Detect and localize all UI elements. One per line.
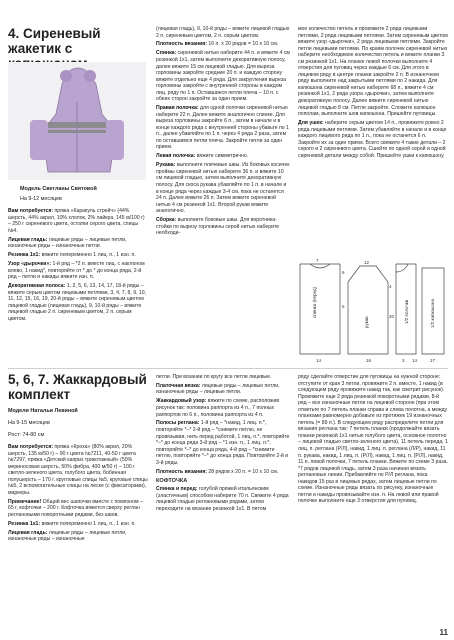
paragraph [8, 283, 148, 322]
para-heading: Резинка 1х1: [8, 252, 41, 259]
para-text: пряжа «Кроха» (80% акрил, 20% шерсть, 135 м/50 г) – 90 г цвета №7211, 40-50 г цвета №7297, пряжа «Детский каприз трикотажный» (50% мериносовая шерсть, 50% фибра, 400 м/50 г) – 100 г светло-зеленого цвета, голубого цвета, бобинная полушерсть – 170 г, кругловые спицы №5, круговые спицы №5, 2 вспомогательные спицы на леске (с фиксаторами), маркеры. [8, 444, 148, 496]
neckline-curve [310, 264, 330, 268]
section2-body [8, 444, 148, 634]
paragraph [156, 50, 290, 102]
age-range-1: На 9-12 месяцев [20, 196, 62, 202]
para-text: лицевые ряды – лицевые петли, изнаночные ряды – лицевые петли. [156, 382, 280, 396]
section-title-5-6-7: 5, 6, 7. Жаккардовый комплект [8, 372, 147, 402]
page-number: 11 [439, 628, 448, 637]
para-heading: Правая полочка: [156, 105, 199, 112]
model-author-2: Модели Натальи Левиной [8, 408, 78, 414]
paragraph [156, 217, 290, 237]
paragraph [8, 530, 148, 543]
dim-7: 7 [316, 258, 319, 263]
para-heading: Резинка 1х1: [8, 520, 41, 527]
para-heading: Узор «дырочки»: [8, 261, 52, 267]
age-range-2: На 9-15 месяцев [8, 420, 50, 426]
paragraph [8, 499, 148, 519]
paragraph [8, 261, 148, 281]
front-neck-curve [396, 264, 408, 272]
para-text: ряду сделайте отверстие для пуговицы на нужной стороне: отступите от края 3 петли, провяжите 2 п. вместе, 1 накид (в следующем ряду провяжите накид так, как смотрит рисунок). Провяжите еще 2 ряда резинкой поворотными рядами, 8-й ряд – все изнаночные петли на лицевой стороне (при этом отметьте по 7 петель планки справа и слева полотна, а между планками равномерно добавьте из протяжек 19 изнаночных петель (= 89 п.). В следующем ряду распределите петли для вязания реглана так: 7 петель планки (продолжайте вязать планки резинкой 1х1 нитью голубого цвета, основное полотно – лицевой гладью светло-зеленого цвета), 11 петель переда, 1 лиц. п. реглана (Р/Л), накид, 1 лиц. п. реглана (Л/Р), накид, 11 п. рукава, накид, 1 лиц. п. (Р/Л), накид, 1 лиц. п. (Р/Л), накид, 11 п. левой полочки, 7 петель планки. Вяжите по схеме 3 раза. *7 рядов лицевой гладь, затем 3 раза начиная вязать реглановые линии. Прибавляйте по Р/Л реглана, пока накидов 15 раз в лицевых рядах, затем лицевые петли по схеме. Изнаночные ряды вязать по рисунку, изнаночные петли и накиды провязывайте изн. п. На левой или правой полочке выполните еще 3 отверстия для пуговиц. [298, 374, 448, 505]
dim-14: 14 [316, 358, 322, 363]
dim-3: 3 [402, 358, 405, 363]
para-heading: Лицевая гладь: [8, 529, 48, 536]
para-heading: Для ушек: [298, 120, 324, 127]
para-text: мое количество петель и провяжите 2 ряда лицевыми петлями, 2 ряда лицевыми петлями. Затем сиреневым цветом вяжите узор «дырочки», 2 ряда лицевыми петлями. Закройте петли лицевыми петлями. По краям полочек сиреневой нитью наберите необходимое количество петель и вяжите планки 3 см резинкой 1х1. На планке левой полочки выполните 4 отверстия для пуговиц через каждые 6 см. Для этого в лицевом ряду в центре планки закройте 2 п. В изнаночном ряду выполните над закрытыми петлями по 2 накида. Для капюшона сиреневой нитью наберите 68 п., вяжите 4 см резинкой 1х1, 2 ряда узора «дырочки», затем выполните декоративную полосу. Далее вяжите сиреневой нитью лицевой гладью 8 см. Петли закройте. Сложите капюшон пополам, выполните шов капюшона. Пришейте пуговицы. [298, 26, 448, 118]
back-front-shape [300, 264, 340, 354]
dim-6: 6 [342, 270, 345, 275]
paragraph [298, 120, 448, 159]
dim-4: 4 [389, 284, 392, 289]
dim-5: 5 [342, 304, 345, 309]
paragraph [8, 444, 148, 496]
kofta-heading: КОФТОЧКА [156, 477, 188, 484]
section1-body [8, 208, 148, 360]
para-text: голубой пряжей итальянским (эластичным) способом наберите 70 п. Свяжите 4 ряда лицевой гладью реглановыми рядами, затем переходите на вязание резинкой 1х1. В пятом [156, 486, 289, 512]
para-heading: Сборка: [156, 217, 177, 224]
section1-col2 [156, 26, 290, 366]
para-text: выполните боковые швы. Для воротника-стойки по вырезу горловины серой нитью наберите необходи- [156, 217, 280, 237]
para-heading: Рукава: [156, 162, 176, 169]
para-text: вяжите симметрично. [195, 153, 249, 160]
para-text: вяжите попеременно 1 лиц. п., 1 изн. п. [40, 252, 136, 259]
para-text: пряжа «Каракуль стрейч» (44% шерсть, 44% акрил, 10% хлопок, 2% лайкра, 145 м/100 г) – 250 г сиреневого цвета, остатки серого цвета, спицы №4. [8, 208, 145, 234]
para-heading: Вам потребуется: [8, 208, 54, 214]
para-text: 1-й ряд – *накид, 1 лиц. п.*, повторяйте *–* 2-й ряд – *снимите петлю, не провязывая, нить перед работой, 1 лиц. п.*, повторяйте *–* до конца ряда 3-й ряд – *1 изн. п., 1 лиц. п.*, повторяйте *–* до конца ряда, 4-й ряд – *снимите петлю, повторяйте *–* до конца ряда. Повторяйте 2-й и 3-й ряды. [156, 420, 290, 466]
paragraph [156, 26, 290, 39]
para-heading: Примечание! [8, 498, 42, 505]
paragraph [298, 26, 448, 118]
pattern-schematic [296, 258, 448, 366]
label-polochka: 1/2 полочки [404, 299, 409, 324]
para-text: петли. При вязании по кругу все петли лицевые. [156, 374, 272, 380]
paragraph [156, 41, 290, 48]
para-text: (лицевая гладь), 9, 10-й ряды – вяжите лицевой гладью 2 п. сиреневым цветом, 2 п. серым цветом. [156, 26, 290, 39]
dim-12: 12 [364, 260, 370, 265]
para-text: 1-й ряд – *2 п. вместе лиц. с наклоном влево, 1 накид*, повторяйте от * до * до конца ряда, 2-й ряд – петли и накиды вяжите изн. п. [8, 261, 145, 281]
section-divider [8, 368, 448, 369]
para-text: лицевые ряды – лицевые петли, изнаночные ряды – изнаночные [8, 529, 127, 543]
para-heading: Полосы реглана: [156, 420, 200, 427]
para-text: Общий вес шапочки вместе с помпоном – 65 г, кофточки – 200 г. Кофточка вяжется сверху реглан реглановыми поворотными рядами, без швов. [8, 498, 143, 518]
paragraph [8, 237, 148, 250]
para-heading: Плотность вязания: [156, 41, 207, 48]
paragraph [156, 162, 290, 214]
section1-col3 [298, 26, 448, 258]
para-heading: Спинка и перед: [156, 486, 198, 493]
paragraph [156, 153, 290, 160]
dim-14b: 14 [412, 358, 418, 363]
para-text: для одной полочки сиреневой нитью наберите 22 п. Далее вяжите аналогично спинке. Для выреза горловины закройте 6 п., затем в начале и в конце каждого ряда с внутренней стороны убавьте по 1 п., далее убавляйте по 1 п. через 4 ряда 2 раза, затем по оставшимся петли плеча. Закройте петли за один прием. [156, 105, 289, 151]
paragraph [156, 469, 290, 476]
para-heading: Платочная вязка: [156, 382, 201, 389]
para-heading: Плотность вязания: [156, 468, 207, 475]
dim-20: 20 [389, 314, 395, 319]
jacket-photo-illustration [8, 62, 146, 180]
para-heading: Декоративная полоса: [8, 283, 66, 290]
para-text: выполните плечевые швы. Из боковых косичек проймы сиреневой нитью наберите 36 п. и вяжите 10 см лицевой гладью, затем выполните декоративную полосу. Для скоса рукава убавляйте по 1 п. в начале и в конце ряда через каждые 3-4 см, пока не останется 24 п. Далее вяжите 26 п. Затем вяжите сиреневой нитью 4 см резинкой 1х1. Второй рукав вяжите аналогично. [156, 162, 290, 215]
paragraph [156, 420, 290, 466]
section2-col3 [298, 374, 448, 636]
para-text: лицевые ряды – лицевые петли, изнаночные ряды – изнаночные петли. [8, 236, 127, 250]
label-kapyushon: 1/2 капюшона [430, 299, 435, 328]
paragraph [156, 486, 290, 512]
para-text: вяжите по схеме, расположив рисунок так: половина раппорта из 4 п., 7 полных раппортов по 6 п., половина раппорта из 4 п. [156, 398, 280, 418]
photo-jacket [8, 62, 146, 180]
para-heading: Вам потребуется: [8, 444, 54, 450]
label-rukav: рукав [364, 316, 369, 328]
dim-17: 17 [430, 358, 436, 363]
paragraph [156, 374, 290, 381]
paragraph [156, 105, 290, 151]
sleeve-shape [348, 266, 388, 354]
para-text: 1, 2, 5, 6, 13, 14, 17, 18-й ряды – вяжите серым цветом лицевыми петлями, 3, 4, 7, 8, 9, 10, 11, 12, 15, 16, 19, 20-й ряды – вяжите сиреневым цветом лицевой гладью (лицевая гладь), 9, 10-й ряды – вяжите лицевой гладью 2 п. сиреневым цветом, 2 п. серым цветом. [8, 283, 147, 322]
para-text: сиреневой нитью наберите 44 п. и вяжите 4 см резинкой 1х1, затем выполните декоративную полосу, далее вяжите 15 см лицевой гладью. Для выреза горловины закройте средние 20 п. и каждую сторону вяжите отдельно еще 4 ряда. Для закругления выреза горловины закройте с внутренней стороны в каждом лиц. ряду по 1 п. Оставшиеся петли плеча – 10 п. с обеих сторон закройте за один прием. [156, 50, 290, 103]
para-text: вяжите попеременно 1 лиц. п., 1 изн. п. [40, 520, 136, 527]
para-heading: Левая полочка: [156, 153, 196, 160]
paragraph [156, 383, 290, 396]
label-spinka: спинка (перед) [312, 287, 317, 318]
height-range: Рост: 74-80 см [8, 432, 45, 438]
paragraph [8, 208, 148, 234]
model-author-1: Модель Светланы Святовой [20, 186, 97, 192]
section-title-4: 4. Сиреневый жакетик с [8, 26, 101, 56]
para-text: 28 рядов х 20 п. = 10 х 10 см. [206, 468, 279, 475]
paragraph [8, 252, 148, 259]
para-heading: Жаккардовый узор: [156, 398, 207, 405]
para-text: наберите серым цветом 14 п., провяжите ровно 2 ряда лицевыми петлями. Затем убавляйте в начале и в конце каждого лицевого ряда по 1 п., пока не останется 6 п. Закройте их за один прием. Всего свяжите 4 такие детали – 2 серого и 2 сиреневого цвета. Сшейте по одной серой и одной сиреневой детали между собой. Пришейте ушки к капюшону. [298, 120, 447, 159]
para-heading: Спинка: [156, 50, 177, 57]
paragraph [156, 398, 290, 418]
section2-col2 [156, 374, 290, 636]
paragraph [298, 374, 448, 505]
paragraph [8, 521, 148, 528]
para-heading: Лицевая гладь: [8, 236, 48, 243]
dim-16: 16 [366, 358, 372, 363]
para-text: 16 п. х 20 рядов = 10 х 10 см. [206, 41, 279, 48]
